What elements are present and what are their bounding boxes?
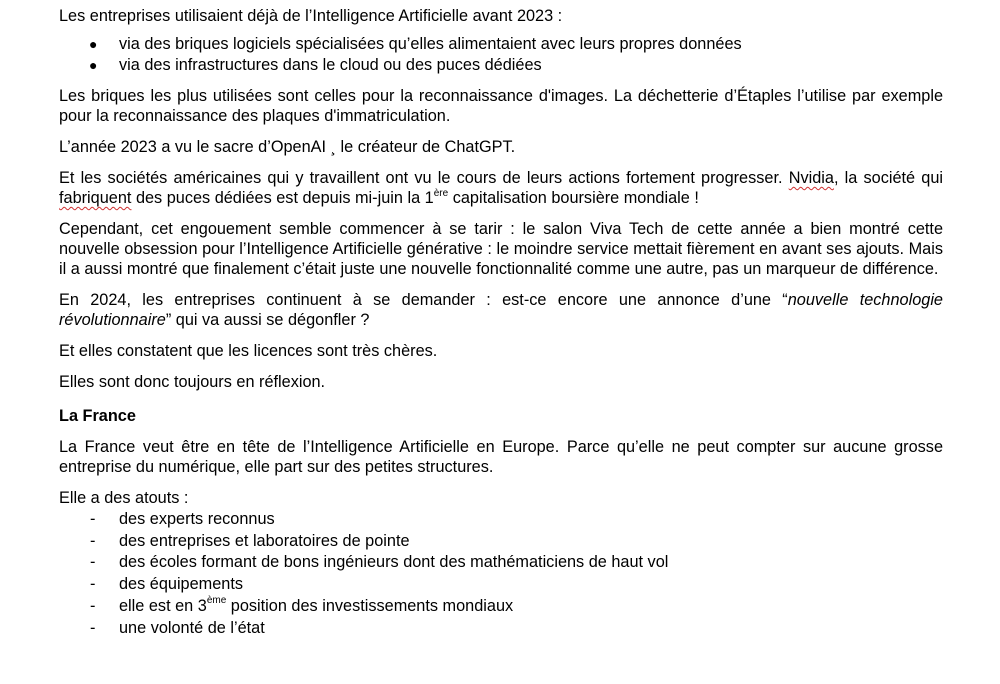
position-superscript: ème: [206, 595, 227, 607]
year-2024-text-a: En 2024, les entreprises continuent à se demander : est-ce encore une annonce d’une “: [59, 291, 788, 309]
list-item: [59, 552, 943, 574]
cependant-paragraph: Cependant, cet engouement semble commencer à se tarir : le salon Viva Tech de cette année a bien montré cette nouvelle obsession pour l’Intelligence Artificielle générative : le moindre service mettait fièrement en avant ses ajouts. Mais il a aussi montré que finalement c’était juste une nouvelle fonctionnalité comme une autre, pas un marqueur de différence.: [59, 220, 943, 278]
list-item: [59, 574, 943, 596]
dash-icon: -: [90, 510, 96, 528]
bullet-icon: ●: [89, 57, 98, 73]
intro-paragraph: Les entreprises utilisaient déjà de l’Intelligence Artificielle avant 2023 :: [59, 7, 563, 25]
list-item-text: des équipements: [119, 575, 244, 594]
nvidia-text-d: capitalisation boursière mondiale !: [448, 189, 699, 207]
bullet-item: [59, 55, 943, 76]
dash-icon: -: [90, 596, 96, 615]
dash-icon: -: [90, 618, 96, 637]
briques-paragraph: Les briques les plus utilisées sont celles pour la reconnaissance d'images. La déchetterie d’Étaples l’utilise par exemple pour la reconnaissance des plaques d'immatriculation.: [59, 87, 943, 125]
nvidia-word: Nvidia: [788, 169, 834, 187]
nvidia-text-c: des puces dédiées est depuis mi-juin la 1: [131, 189, 434, 207]
section-heading-france: La France: [59, 407, 136, 425]
bullet-text: via des briques logiciels spécialisées qu’elles alimentaient avec leurs propres données: [119, 35, 742, 53]
document-body: [59, 6, 943, 639]
dash-icon: -: [90, 575, 96, 594]
year-2024-italic: nouvelle technologie révolutionnaire: [59, 291, 943, 329]
nvidia-superscript: ère: [433, 187, 449, 199]
list-item: [59, 531, 943, 553]
nvidia-paragraph: [59, 168, 943, 208]
list-item-text: [119, 597, 513, 615]
bullet-icon: ●: [89, 36, 98, 52]
nvidia-text-a: Et les sociétés américaines qui y travaillent ont vu le cours de leurs actions fortement progresser.: [59, 169, 789, 187]
dash-icon: -: [90, 553, 96, 572]
atouts-intro: Elle a des atouts :: [59, 489, 189, 507]
bullet-text: via des infrastructures dans le cloud ou des puces dédiées: [119, 56, 542, 74]
list-item: [59, 596, 943, 618]
openai-paragraph: L’année 2023 a vu le sacre d’OpenAI ¸ le créateur de ChatGPT.: [59, 138, 516, 156]
year-2024-paragraph: [59, 290, 943, 330]
reflexion-paragraph: Elles sont donc toujours en réflexion.: [59, 373, 326, 391]
atouts-list: [59, 509, 943, 639]
position-text-a: elle est en 3: [119, 596, 207, 615]
licences-paragraph: Et elles constatent que les licences sont très chères.: [59, 342, 438, 360]
bullet-list: [59, 34, 943, 76]
list-item-text: des entreprises et laboratoires de pointe: [119, 531, 410, 550]
list-item-text: des experts reconnus: [119, 510, 275, 528]
list-item-text: une volonté de l’état: [119, 618, 265, 637]
list-item-text: des écoles formant de bons ingénieurs dont des mathématiciens de haut vol: [119, 553, 669, 572]
list-item: [59, 618, 943, 640]
position-text-b: position des investissements mondiaux: [226, 596, 514, 615]
nvidia-text-b: , la société qui: [833, 169, 943, 187]
dash-icon: -: [90, 531, 96, 550]
list-item: [59, 509, 943, 531]
bullet-item: [59, 34, 943, 55]
france-paragraph: La France veut être en tête de l’Intelligence Artificielle en Europe. Parce qu’elle ne peut compter sur aucune grosse entreprise du numérique, elle part sur des petites structures.: [59, 438, 943, 476]
year-2024-text-b: ” qui va aussi se dégonfler ?: [165, 311, 370, 329]
fabriquent-word: fabriquent: [59, 189, 132, 207]
